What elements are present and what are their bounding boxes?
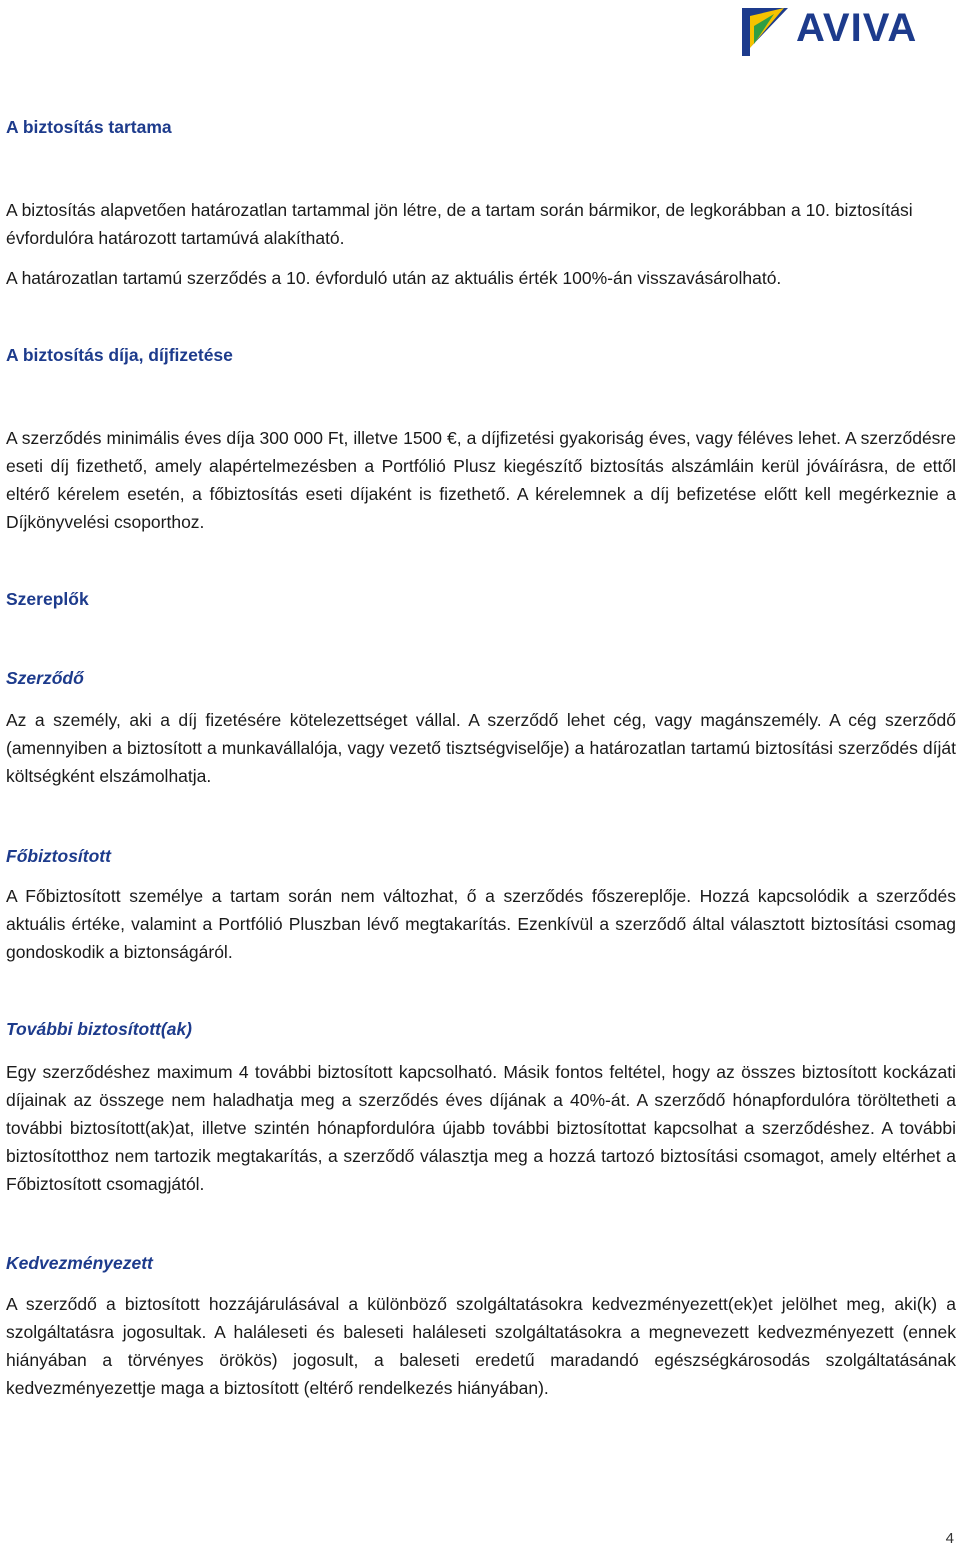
- heading-szereplok: Szereplők: [6, 589, 89, 609]
- paragraph-fobiztositott: A Főbiztosított személye a tartam során nem változhat, ő a szerződés főszereplője. Hozzá kapcsolódik a szerződés aktuális értéke, valamint a Portfólió Pluszban lévő megtakarítás. Ezenkívül a szerződő által választott biztosítási csomag gondoskodik a biztonságáról.: [6, 886, 956, 962]
- heading-szerzodo: Szerződő: [6, 668, 84, 688]
- heading-dija: A biztosítás díja, díjfizetése: [6, 345, 233, 365]
- logo-wordmark: AVIVA: [796, 6, 918, 50]
- page-number: 4: [945, 1530, 954, 1547]
- heading-fobiztositott: Főbiztosított: [6, 846, 111, 866]
- paragraph-tartama-2: A határozatlan tartamú szerződés a 10. évforduló után az aktuális érték 100%-án visszavásárolható.: [6, 268, 782, 288]
- aviva-logo: [740, 4, 958, 58]
- paragraph-szerzodo: Az a személy, aki a díj fizetésére kötelezettséget vállal. A szerződő lehet cég, vagy magánszemély. A cég szerződő (amennyiben a biztosított a munkavállalója, vagy vezető tisztségviselője) a határozatlan tartamú biztosítási szerződés díját költségként elszámolhatja.: [6, 710, 956, 786]
- heading-kedvezmenyezett: Kedvezményezett: [6, 1253, 153, 1273]
- paragraph-tovabbi: Egy szerződéshez maximum 4 további biztosított kapcsolható. Másik fontos feltétel, hogy az összes biztosított kockázati díjainak az összege nem haladhatja meg a szerződés éves díjának a 40%-át. A szerződő hónapfordulóra töröltetheti a további biztosított(ak)at, illetve szintén hónapfordulóra újabb további biztosítottat kapcsolhat a szerződéshez. A további biztosítotthoz nem tartozik megtakarítás, a szerződő választja meg a hozzá tartozó biztosítási csomagot, amely eltérhet a Főbiztosított csomagjától.: [6, 1062, 956, 1194]
- heading-tovabbi: További biztosított(ak): [6, 1019, 193, 1039]
- heading-tartama: A biztosítás tartama: [6, 117, 172, 137]
- paragraph-kedvezmenyezett: A szerződő a biztosított hozzájárulásával a különböző szolgáltatásokra kedvezményezett(ek)et jelölhet meg, aki(k) a szolgáltatásra jogosultak. A haláleseti és baleseti haláleseti szolgáltatásokra a megnevezett kedvezményezett (ennek hiányában a törvényes örökös) jogosult, a baleseti eredetű maradandó egészségkárosodás szolgáltatásának kedvezményezettje maga a biztosított (eltérő rendelkezés hiányában).: [6, 1294, 956, 1398]
- aviva-emblem-icon: [740, 4, 794, 58]
- paragraph-dija: A szerződés minimális éves díja 300 000 Ft, illetve 1500 €, a díjfizetési gyakoriság éves, vagy féléves lehet. A szerződésre eseti díj fizethető, amely alapértelmezésben a Portfólió Plusz kiegészítő biztosítás alszámláin kerül jóváírásra, de ettől eltérő kérelem esetén, a főbiztosítás eseti díjaként is fizethető. A kérelemnek a díj befizetése előtt kell megérkeznie a Díjkönyvelési csoporthoz.: [6, 428, 956, 532]
- paragraph-tartama-1: A biztosítás alapvetően határozatlan tartammal jön létre, de a tartam során bármikor, de legkorábban a 10. biztosítási évfordulóra határozott tartamúvá alakítható.: [6, 200, 913, 248]
